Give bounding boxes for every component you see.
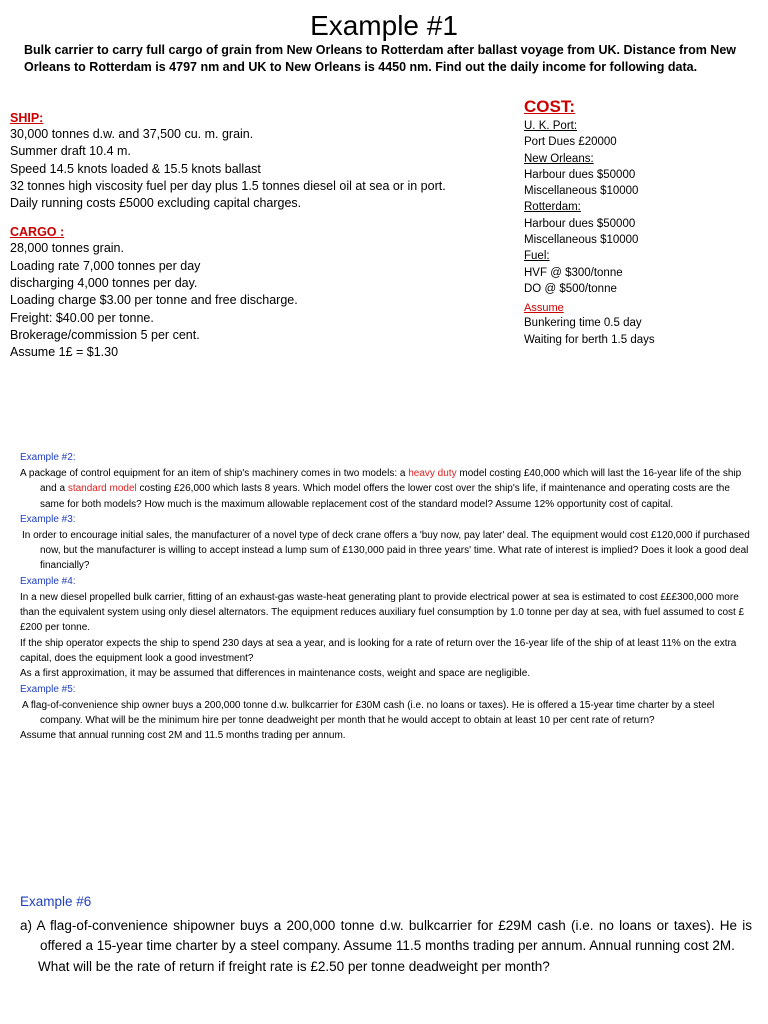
example-4-heading: Example #4:: [20, 575, 76, 587]
ship-line: Speed 14.5 knots loaded & 15.5 knots ballast: [10, 161, 261, 176]
example-5-assumption: Assume that annual running cost 2M and 11.5 months trading per annum.: [20, 730, 346, 742]
example-4-paragraph: As a first approximation, it may be assumed that differences in maintenance costs, weight and space are negligible.: [20, 668, 531, 680]
example-2-text: A package of control equipment for an item of ship's machinery comes in two models: a heavy duty model costing £40,000 which will last the 16-year life of the ship and a standard model costing £26,000 which lasts 8 years. Which model offers the lower cost over the ship's life, if maintenance and operating costs are the same for both models? How much is the maximum allowable replacement cost of the standard model? Assume 12% opportunity cost of capital.: [20, 468, 742, 510]
example-6-heading: Example #6: [20, 894, 92, 909]
example-5-heading: Example #5:: [20, 683, 76, 695]
ship-label: SHIP:: [10, 111, 44, 125]
cargo-line: Loading rate 7,000 tonnes per day: [10, 258, 201, 273]
example-3-heading: Example #3:: [20, 513, 76, 525]
cargo-line: Assume 1£ = $1.30: [10, 345, 119, 360]
cargo-label: CARGO :: [10, 225, 65, 240]
cargo-line: Freight: $40.00 per tonne.: [10, 310, 154, 325]
cost-column: [524, 96, 754, 348]
cargo-line: 28,000 tonnes grain.: [10, 241, 124, 256]
rotterdam-misc: Miscellaneous $10000: [524, 234, 639, 247]
new-orleans-misc: Miscellaneous $10000: [524, 185, 639, 198]
ship-line: Summer draft 10.4 m.: [10, 144, 131, 159]
ship-line: 32 tonnes high viscosity fuel per day plus 1.5 tonnes diesel oil at sea or in port.: [10, 178, 446, 193]
bunkering-time: Bunkering time 0.5 day: [524, 317, 642, 330]
example-4-paragraph: If the ship operator expects the ship to spend 230 days at sea a year, and is looking for a rate of return over the 16-year life of the ship of at least 11% on the extra capital, does the equipment look a good investment?: [20, 637, 737, 664]
intro-text: Bulk carrier to carry full cargo of grain from New Orleans to Rotterdam after ballast voyage from UK. Distance from New Orleans to Rotterdam is 4797 nm and UK to New Orleans is 4450 nm. Find out the daily income for following data.: [24, 43, 736, 74]
example-6-question: What will be the rate of return if freight rate is £2.50 per tonne deadweight per month?: [38, 959, 550, 974]
cargo-line: discharging 4,000 tonnes per day.: [10, 276, 198, 291]
example-5-text: A flag-of-convenience ship owner buys a 200,000 tonne d.w. bulkcarrier for £30M cash (i.e. no loans or taxes). He is offered a 15-year time charter by a steel company. What will be the minimum hire per tonne deadweight per month that he would accept to obtain at least 10 per cent rate of return?: [22, 699, 715, 726]
cargo-line: Brokerage/commission 5 per cent.: [10, 327, 200, 342]
rotterdam-harbour-dues: Harbour dues $50000: [524, 217, 636, 230]
assume-label: Assume: [524, 302, 564, 315]
example-6-section: [20, 893, 752, 976]
example-2-heading: Example #2:: [20, 452, 76, 463]
uk-port-heading: U. K. Port:: [524, 120, 578, 132]
example-6-text: a) A flag-of-convenience shipowner buys a 200,000 tonne d.w. bulkcarrier for £29M cash (i.e. no loans or taxes). He is offered a 15-year time charter by a steel company. Assume 11.5 months trading per annum. Annual running cost 2M.: [20, 918, 752, 953]
waiting-time: Waiting for berth 1.5 days: [524, 333, 655, 346]
hvf-cost: HVF @ $300/tonne: [524, 266, 623, 279]
new-orleans-harbour-dues: Harbour dues $50000: [524, 168, 636, 181]
examples-section: [20, 450, 752, 743]
do-cost: DO @ $500/tonne: [524, 282, 617, 295]
example-3-text: In order to encourage initial sales, the manufacturer of a novel type of deck crane offers a 'buy now, pay later' deal. The equipment would cost £120,000 if purchased now, but the manufacturer is willing to accept instead a lump sum of £130,000 paid in three years' time. What rate of interest is implied? Does it look a good deal financially?: [22, 529, 750, 572]
ship-line: Daily running costs £5000 excluding capital charges.: [10, 196, 302, 211]
example-4-paragraph: In a new diesel propelled bulk carrier, fitting of an exhaust-gas waste-heat generating plant to provide electrical power at sea is estimated to cost £££300,000 more than the equivalent system using only diesel alternators. The equipment reduces auxiliary fuel consumption by 1.0 tonne per day at sea, with fuel assumed to cost ££200 per tonne.: [20, 591, 745, 634]
rotterdam-heading: Rotterdam:: [524, 201, 581, 214]
new-orleans-heading: New Orleans:: [524, 152, 594, 165]
page-title: Example #1: [310, 10, 458, 41]
cost-label: COST:: [524, 97, 575, 116]
standard-model-highlight: standard model: [67, 483, 137, 495]
cargo-line: Loading charge $3.00 per tonne and free discharge.: [10, 293, 298, 308]
ship-line: 30,000 tonnes d.w. and 37,500 cu. m. grain.: [10, 127, 254, 141]
heavy-duty-highlight: heavy duty: [408, 468, 457, 479]
uk-port-dues: Port Dues £20000: [524, 136, 617, 149]
fuel-heading: Fuel:: [524, 250, 550, 263]
ship-cargo-column: [10, 110, 500, 362]
